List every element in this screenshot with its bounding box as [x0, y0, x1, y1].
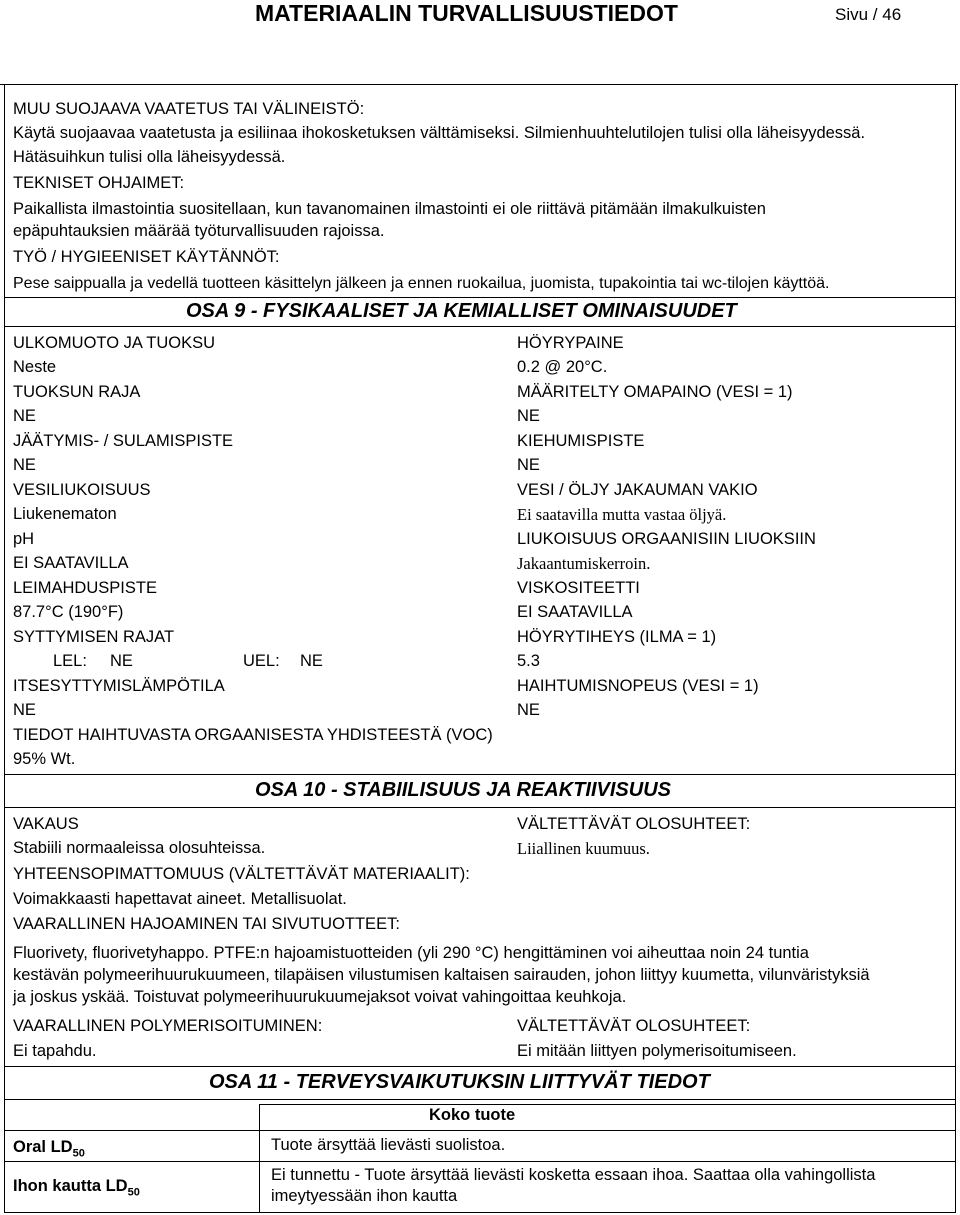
decomposition-label: VAARALLINEN HAJOAMINEN TAI SIVUTUOTTEET:	[13, 915, 400, 933]
section10-title: OSA 10 - STABIILISUUS JA REAKTIIVISUUS	[255, 779, 671, 801]
section11-title: OSA 11 - TERVEYSVAIKUTUKSIN LIITTYVÄT TIEDOT	[209, 1071, 710, 1093]
section9-top-rule	[4, 297, 956, 298]
lel-label: LEL:	[53, 652, 87, 670]
property-label: SYTTYMISEN RAJAT	[13, 628, 175, 646]
property-label: TUOKSUN RAJA	[13, 383, 141, 401]
property-label: pH	[13, 530, 35, 548]
tech-text-1: Paikallista ilmastointia suositellaan, kun tavanomainen ilmastointi ei ole riittävä pitämään ilmakulkuisten	[13, 200, 766, 218]
property-value: EI SAATAVILLA	[13, 554, 129, 572]
property-label: HAIHTUMISNOPEUS (VESI = 1)	[517, 677, 759, 695]
property-label: LEIMAHDUSPISTE	[13, 579, 157, 597]
lel-value: NE	[110, 652, 133, 670]
avoid-conditions-value: Ei mitään liittyen polymerisoitumiseen.	[517, 1042, 797, 1060]
property-value: NE	[13, 407, 36, 425]
hygiene-heading: TYÖ / HYGIEENISET KÄYTÄNNÖT:	[13, 248, 280, 266]
section11-title-rule	[4, 1099, 956, 1100]
clothing-text-1: Käytä suojaavaa vaatetusta ja esiliinaa ihokosketuksen välttämiseksi. Silmienhuuhtelutilojen tulisi olla läheisyydessä.	[13, 124, 866, 142]
property-label: MÄÄRITELTY OMAPAINO (VESI = 1)	[517, 383, 793, 401]
property-label: KIEHUMISPISTE	[517, 432, 645, 450]
property-value: 87.7°C (190°F)	[13, 603, 124, 621]
uel-label: UEL:	[243, 652, 280, 670]
hygiene-text: Pese saippualla ja vedellä tuotteen käsittelyn jälkeen ja ennen ruokailua, juomista, tupakointia tai wc-tilojen käyttöä.	[13, 275, 830, 292]
property-value: NE	[13, 701, 36, 719]
page-number: Sivu / 46	[835, 5, 902, 24]
property-label: VESI / ÖLJY JAKAUMAN VAKIO	[517, 481, 758, 499]
incompatibility-label: YHTEENSOPIMATTOMUUS (VÄLTETTÄVÄT MATERIAALIT):	[13, 865, 470, 883]
avoid-conditions-value: Liiallinen kuumuus.	[517, 839, 650, 858]
property-label: HÖYRYTIHEYS (ILMA = 1)	[517, 628, 717, 646]
polymerization-value: Ei tapahdu.	[13, 1042, 97, 1060]
property-value: NE	[517, 456, 540, 474]
skin-ld50-value-2: imeytyessään ihon kautta	[271, 1187, 458, 1205]
incompatibility-value: Voimakkaasti hapettavat aineet. Metallisuolat.	[13, 890, 347, 908]
property-value: NE	[517, 407, 540, 425]
clothing-text-2: Hätäsuihkun tulisi olla läheisyydessä.	[13, 148, 286, 166]
property-value: NE	[13, 456, 36, 474]
document-title: MATERIAALIN TURVALLISUUSTIEDOT	[255, 0, 678, 26]
section9-title-rule	[4, 326, 956, 327]
property-value: Neste	[13, 358, 57, 376]
property-value: Jakaantumiskerroin.	[517, 554, 651, 573]
decomposition-text-1: Fluorivety, fluorivetyhappo. PTFE:n hajoamistuotteiden (yli 290 °C) hengittäminen voi aiheuttaa noin 24 tuntia	[13, 944, 809, 962]
property-value: Liukenematon	[13, 505, 117, 523]
skin-ld50-value-1: Ei tunnettu - Tuote ärsyttää lievästi kosketta essaan ihoa. Saattaa olla vahingollista	[271, 1166, 876, 1184]
uel-value: NE	[300, 652, 323, 670]
polymerization-label: VAARALLINEN POLYMERISOITUMINEN:	[13, 1017, 323, 1035]
tech-heading: TEKNISET OHJAIMET:	[13, 174, 185, 192]
section9-title: OSA 9 - FYSIKAALISET JA KEMIALLISET OMINAISUUDET	[186, 300, 737, 322]
decomposition-text-2: kestävän polymeerihuurukuumeen, tilapäisen vilustumisen kaltaisen sairauden, johon liittyy kuumetta, vilunväristyksiä	[13, 966, 870, 984]
property-label: ITSESYTTYMISLÄMPÖTILA	[13, 677, 225, 695]
oral-ld50-value: Tuote ärsyttää lievästi suolistoa.	[271, 1136, 506, 1154]
table-header-top-rule	[259, 1104, 956, 1105]
section10-title-rule	[4, 807, 956, 808]
page-header	[0, 0, 960, 30]
voc-label: TIEDOT HAIHTUVASTA ORGAANISESTA YHDISTEESTÄ (VOC)	[13, 726, 493, 744]
table-column-divider	[259, 1104, 260, 1213]
property-label: JÄÄTYMIS- / SULAMISPISTE	[13, 432, 234, 450]
section10-top-rule	[4, 774, 956, 775]
property-value: 0.2 @ 20°C.	[517, 358, 608, 376]
top-rule	[0, 84, 958, 85]
property-label: ULKOMUOTO JA TUOKSU	[13, 334, 216, 352]
avoid-conditions-label: VÄLTETTÄVÄT OLOSUHTEET:	[517, 815, 751, 833]
property-value: Ei saatavilla mutta vastaa öljyä.	[517, 505, 727, 524]
property-value: 5.3	[517, 652, 540, 670]
table-row-rule	[4, 1161, 956, 1162]
voc-value: 95% Wt.	[13, 750, 76, 768]
avoid-conditions-label: VÄLTETTÄVÄT OLOSUHTEET:	[517, 1017, 751, 1035]
tech-text-2: epäpuhtauksien määrää työturvallisuuden rajoissa.	[13, 222, 385, 240]
decomposition-text-3: ja joskus yskää. Toistuvat polymeerihuurukuumejaksot voivat vahingoittaa keuhkoja.	[13, 988, 627, 1006]
property-label: VESILIUKOISUUS	[13, 481, 151, 499]
property-label: VISKOSITEETTI	[517, 579, 640, 597]
property-value: EI SAATAVILLA	[517, 603, 633, 621]
property-label: HÖYRYPAINE	[517, 334, 624, 352]
section11-top-rule	[4, 1066, 956, 1067]
stability-value: Stabiili normaaleissa olosuhteissa.	[13, 839, 266, 857]
table-header-bottom-rule	[4, 1130, 956, 1131]
skin-ld50-label: Ihon kautta $LD_{50}$	[13, 1177, 140, 1199]
property-label: LIUKOISUUS ORGAANISIIN LIUOKSIIN	[517, 530, 816, 548]
clothing-heading: MUU SUOJAAVA VAATETUS TAI VÄLINEISTÖ:	[13, 100, 365, 118]
stability-label: VAKAUS	[13, 815, 79, 833]
property-value: NE	[517, 701, 540, 719]
table-column-header: Koko tuote	[429, 1106, 516, 1124]
oral-ld50-label: Oral $LD_{50}$	[13, 1138, 85, 1160]
